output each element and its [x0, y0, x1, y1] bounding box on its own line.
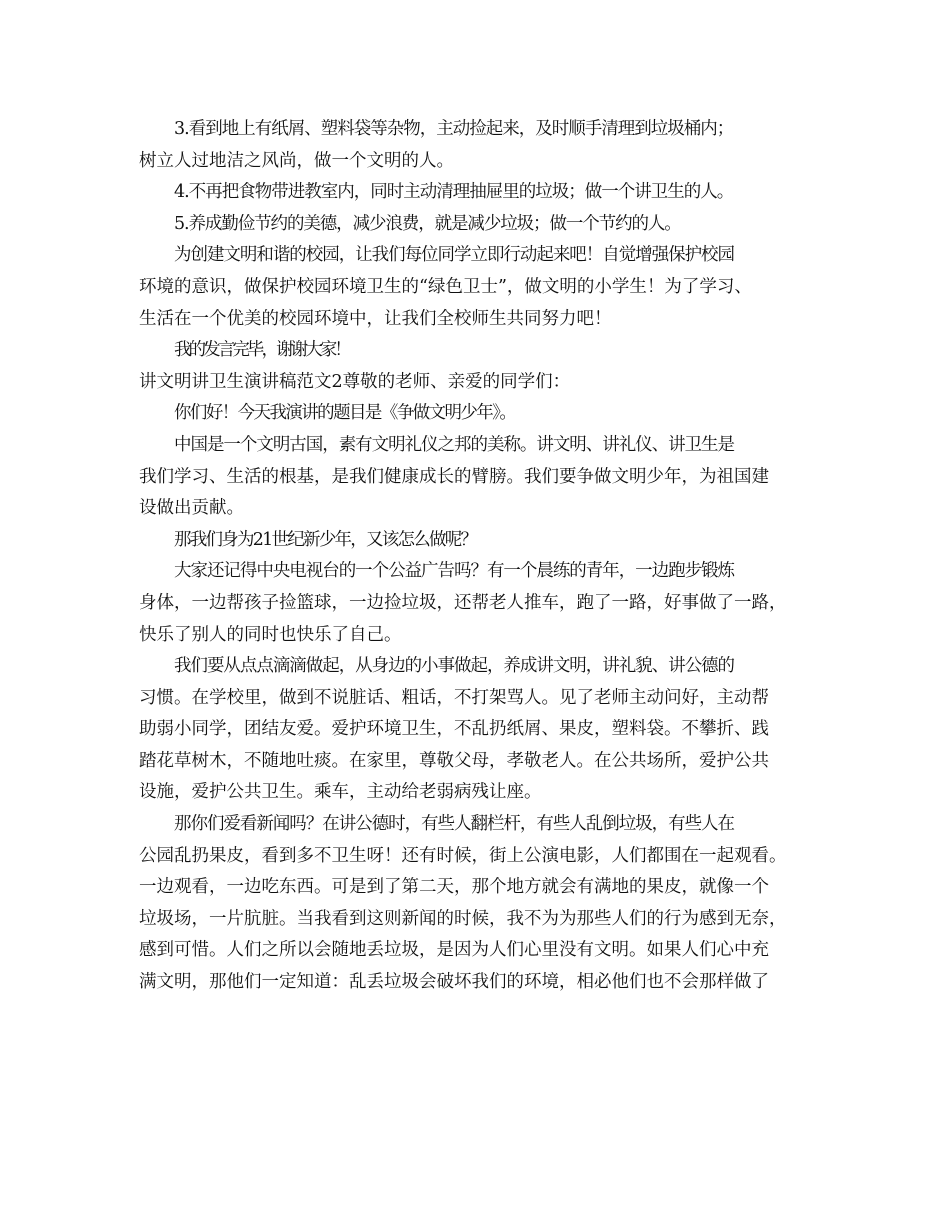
text-line: 公园乱扔果皮，看到多不卫生呀！还有时候，街上公演电影，人们都围在一起观看。	[139, 845, 787, 866]
text-line: 设做出贡献。	[139, 498, 244, 519]
text-line: 4.不再把食物带进教室内，同时主动清理抽屉里的垃圾；做一个讲卫生的人。	[174, 182, 734, 203]
text-line: 快乐了别人的同时也快乐了自己。	[139, 624, 402, 645]
text-line: 满文明，那他们一定知道：乱丢垃圾会破坏我们的环境，相必他们也不会那样做了	[139, 972, 769, 993]
text-line: 大家还记得中央电视台的一个公益广告吗？有一个晨练的青年，一边跑步锻炼	[174, 561, 734, 582]
text-line: 环境的意识，做保护校园环境卫生的“绿色卫士”，做文明的小学生！为了学习、	[139, 276, 752, 297]
text-line: 那你们爱看新闻吗？在讲公德时，有些人翻栏杆，有些人乱倒垃圾，有些人在	[174, 814, 734, 835]
text-line: 感到可惜。人们之所以会随地丢垃圾，是因为人们心里没有文明。如果人们心中充	[139, 940, 769, 961]
text-line: 垃圾场，一片肮脏。当我看到这则新闻的时候，我不为为那些人们的行为感到无奈，	[139, 908, 787, 929]
text-line: 为创建文明和谐的校园，让我们每位同学立即行动起来吧！自觉增强保护校园	[174, 245, 734, 266]
document-page	[139, 114, 817, 999]
text-line: 我们要从点点滴滴做起，从身边的小事做起，养成讲文明，讲礼貌、讲公德的	[174, 656, 734, 677]
text-line: 生活在一个优美的校园环境中，让我们全校师生共同努力吧！	[139, 308, 612, 329]
text-line: 踏花草树木，不随地吐痰。在家里，尊敬父母，孝敬老人。在公共场所，爱护公共	[139, 750, 769, 771]
text-line: 5.养成勤俭节约的美德，减少浪费，就是减少垃圾；做一个节约的人。	[174, 213, 681, 234]
text-line: 设施，爱护公共卫生。乘车，主动给老弱病残让座。	[139, 782, 542, 803]
text-line: 助弱小同学，团结友爱。爱护环境卫生，不乱扔纸屑、果皮，塑料袋。不攀折、践	[139, 719, 769, 740]
text-line: 3.看到地上有纸屑、塑料袋等杂物，主动捡起来，及时顺手清理到垃圾桶内；	[174, 119, 734, 139]
text-line: 讲文明讲卫生演讲稿范文2尊敬的老师、亲爱的同学们：	[139, 371, 571, 392]
text-line: 树立人过地洁之风尚，做一个文明的人。	[139, 150, 454, 171]
text-line: 一边观看，一边吃东西。可是到了第二天，那个地方就会有满地的果皮，就像一个	[139, 877, 769, 898]
text-line: 中国是一个文明古国，素有文明礼仪之邦的美称。讲文明、讲礼仪、讲卫生是	[174, 434, 734, 455]
text-line: 我们学习、生活的根基，是我们健康成长的臂膀。我们要争做文明少年，为祖国建	[139, 466, 769, 487]
text-line: 习惯。在学校里，做到不说脏话、粗话，不打架骂人。见了老师主动问好，主动帮	[139, 687, 769, 708]
text-line: 你们好！今天我演讲的题目是《争做文明少年》。	[174, 403, 516, 424]
text-line: 那我们身为21世纪新少年，又该怎么做呢？	[174, 529, 477, 550]
text-line: 身体，一边帮孩子捡篮球，一边捡垃圾，还帮老人推车，跑了一路，好事做了一路，	[139, 592, 787, 613]
text-line: 我的发言完毕，谢谢大家！	[174, 340, 349, 361]
